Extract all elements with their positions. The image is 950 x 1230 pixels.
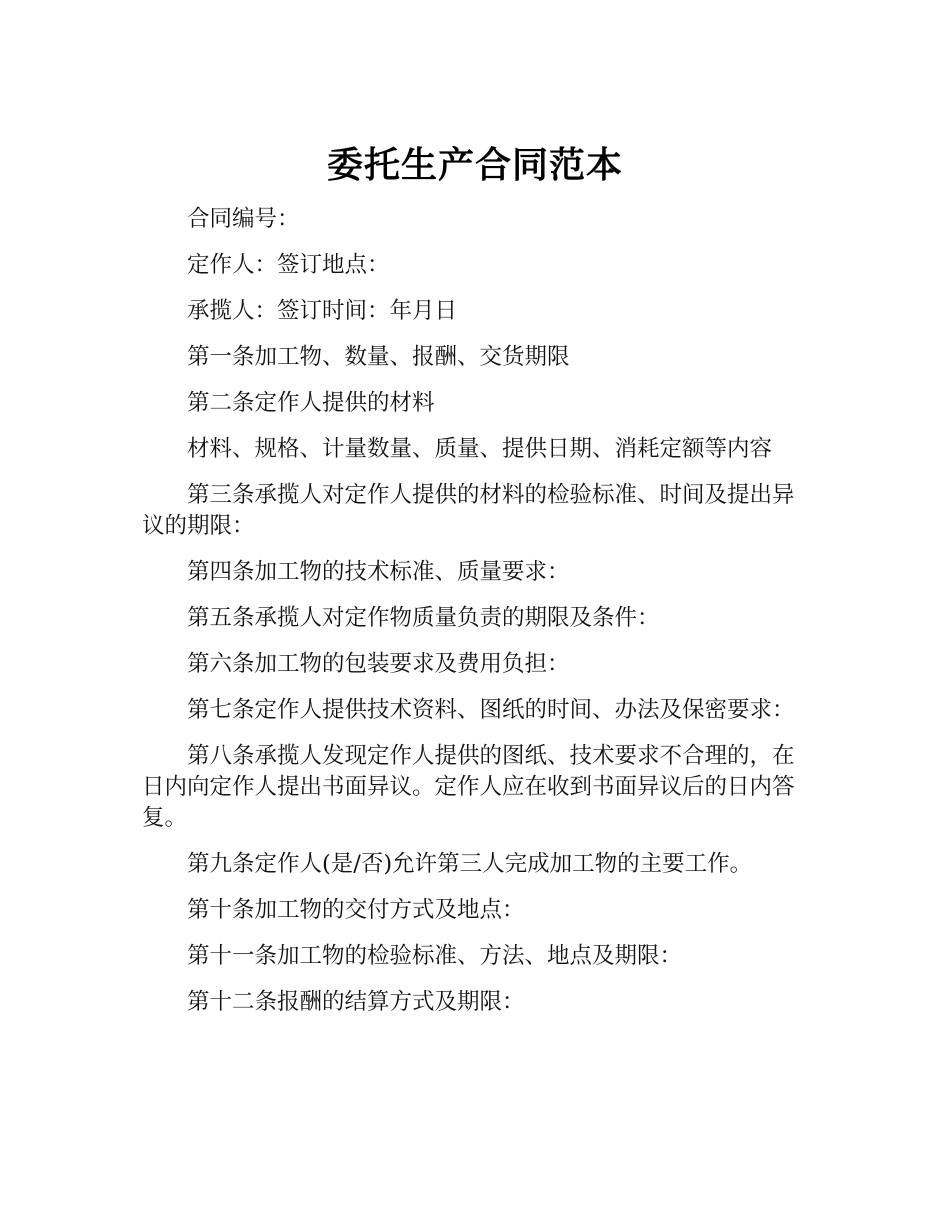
document-body (142, 204, 810, 1033)
paragraph-article-8: 第八条承揽人发现定作人提供的图纸、技术要求不合理的，在日内向定作人提出书面异议。定作人应在收到书面异议后的日内答复。 (142, 743, 795, 831)
paragraph-contractor: 承揽人：签订时间：年月日 (187, 298, 458, 324)
paragraph-orderer: 定作人：签订地点： (187, 252, 390, 278)
paragraph-article-7: 第七条定作人提供技术资料、图纸的时间、办法及保密要求： (187, 697, 795, 723)
paragraph-article-2: 第二条定作人提供的材料 (187, 390, 435, 416)
document-title: 委托生产合同范本 (326, 145, 623, 187)
paragraph-article-9: 第九条定作人(是/否)允许第三人完成加工物的主要工作。 (187, 851, 753, 877)
paragraph-article-12: 第十二条报酬的结算方式及期限： (187, 989, 525, 1015)
paragraph-materials: 材料、规格、计量数量、质量、提供日期、消耗定额等内容 (187, 436, 773, 462)
paragraph-article-5: 第五条承揽人对定作物质量负责的期限及条件： (187, 605, 660, 631)
paragraph-article-11: 第十一条加工物的检验标准、方法、地点及期限： (187, 943, 683, 969)
paragraph-contract-number: 合同编号： (187, 206, 300, 232)
paragraph-article-1: 第一条加工物、数量、报酬、交货期限 (187, 344, 570, 370)
paragraph-article-4: 第四条加工物的技术标准、质量要求： (187, 559, 570, 585)
paragraph-article-10: 第十条加工物的交付方式及地点： (187, 897, 525, 923)
paragraph-article-3: 第三条承揽人对定作人提供的材料的检验标准、时间及提出异议的期限： (142, 482, 795, 539)
paragraph-article-6: 第六条加工物的包装要求及费用负担： (187, 651, 570, 677)
